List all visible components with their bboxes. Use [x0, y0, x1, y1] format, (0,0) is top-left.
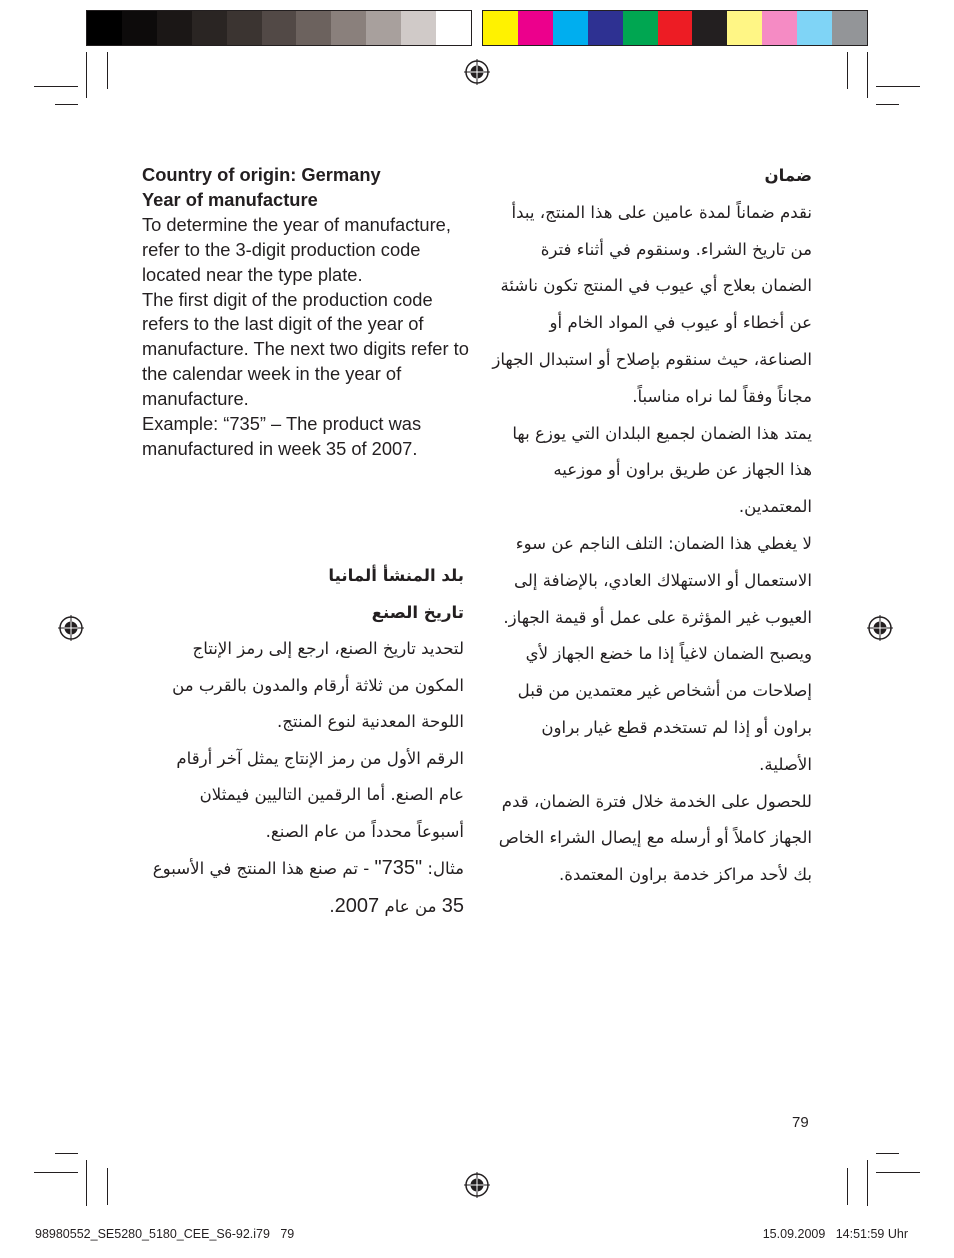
footer-file-info: 98980552_SE5280_5180_CEE_S6-92.i79 79	[35, 1227, 295, 1241]
crop-mark	[876, 86, 920, 87]
calibration-swatch	[227, 11, 262, 45]
country-of-origin: Country of origin: Germany	[142, 164, 381, 185]
calibration-swatch	[762, 11, 797, 45]
calibration-swatch	[483, 11, 518, 45]
arabic-paragraph: لا يغطي هذا الضمان: التلف الناجم عن سوء الاستعمال أو الاستهلاك العادي، بالإضافة إلى العيوب غير المؤثرة على عمل أو قيمة الجهاز. ويصبح الضمان لاغياً إذا ما خضع الجهاز لأي إصلاحات من أشخاص غير معتمدين من قبل براون أو إذا لم تستخدم قطع غيار براون الأصلية.	[503, 533, 812, 774]
calibration-swatch	[727, 11, 762, 45]
crop-mark	[86, 52, 87, 98]
example-code: "735"	[374, 857, 423, 879]
registration-mark-icon	[867, 615, 893, 641]
example-week: 35	[441, 894, 464, 917]
registration-mark-icon	[464, 1172, 490, 1198]
crop-mark	[55, 104, 78, 105]
example-year: 2007	[334, 894, 380, 917]
arabic-paragraph: نقدم ضماناً لمدة عامين على هذا المنتج، يبدأ من تاريخ الشراء. وسنقوم في أثناء فترة الضمان بعلاج أي عيوب في المنتج تكون ناشئة عن أخطاء أو عيوب في المواد الخام أو الصناعة، حيث سنقوم بإصلاح أو استبدال الجهاز مجاناً وفقاً لما نراه مناسباً.	[492, 202, 812, 406]
calibration-swatch	[122, 11, 157, 45]
arabic-year-heading: تاريخ الصنع	[371, 602, 464, 622]
crop-mark	[34, 1172, 78, 1173]
crop-mark	[847, 1168, 848, 1205]
crop-mark	[86, 1160, 87, 1206]
page-number: 79	[792, 1114, 809, 1131]
crop-mark	[867, 1160, 868, 1206]
english-paragraph: Example: “735” – The product was manufactured in week 35 of 2007.	[142, 413, 422, 459]
calibration-swatch	[87, 11, 122, 45]
calibration-swatch	[692, 11, 727, 45]
english-paragraph: The first digit of the production code refers to the last digit of the year of manufacture. The next two digits refer to the calendar week in the year of manufacture.	[142, 288, 469, 410]
calibration-swatch	[658, 11, 693, 45]
calibration-swatch	[518, 11, 553, 45]
calibration-swatch	[157, 11, 192, 45]
warranty-heading: ضمان	[764, 166, 812, 185]
calibration-swatch	[296, 11, 331, 45]
calibration-swatch	[331, 11, 366, 45]
calibration-swatch	[262, 11, 297, 45]
year-of-manufacture-heading: Year of manufacture	[142, 188, 318, 210]
grayscale-calibration-bar	[86, 10, 472, 46]
arabic-paragraph: للحصول على الخدمة خلال فترة الضمان، قدم الجهاز كاملاً أو أرسله مع إيصال الشراء الخاص بك لأحد مراكز خدمة براون المعتمدة.	[498, 791, 812, 885]
calibration-swatch	[588, 11, 623, 45]
english-origin-section	[142, 163, 472, 462]
crop-mark	[867, 52, 868, 98]
english-paragraph: To determine the year of manufacture, refer to the 3-digit production code located near the type plate.	[142, 213, 451, 285]
crop-mark	[876, 1153, 899, 1154]
calibration-swatch	[797, 11, 832, 45]
calibration-swatch	[192, 11, 227, 45]
arabic-example: مثال: "735" - تم صنع هذا المنتج في الأسبوع 35 من عام 2007.	[152, 857, 464, 917]
arabic-paragraph: لتحديد تاريخ الصنع، ارجع إلى رمز الإنتاج المكون من ثلاثة أرقام والمدون بالقرب من اللوحة المعدنية لنوع المنتج.	[172, 639, 464, 731]
arabic-country-of-origin: بلد المنشأ ألمانيا	[328, 566, 464, 585]
calibration-swatch	[366, 11, 401, 45]
calibration-swatch	[553, 11, 588, 45]
crop-mark	[107, 52, 108, 89]
registration-mark-icon	[58, 615, 84, 641]
color-calibration-bar	[482, 10, 868, 46]
arabic-origin-section	[148, 558, 464, 925]
crop-mark	[107, 1168, 108, 1205]
crop-mark	[876, 104, 899, 105]
calibration-swatch	[436, 11, 471, 45]
calibration-swatch	[832, 11, 867, 45]
arabic-paragraph: يمتد هذا الضمان لجميع البلدان التي يوزع بها هذا الجهاز عن طريق براون أو موزعيه المعتمدين.	[512, 423, 812, 517]
footer-timestamp: 15.09.2009 14:51:59 Uhr	[762, 1227, 908, 1241]
crop-mark	[847, 52, 848, 89]
arabic-paragraph: الرقم الأول من رمز الإنتاج يمثل آخر أرقام عام الصنع. أما الرقمين التاليين فيمثلان أسبوعاً محدداً من عام الصنع.	[176, 748, 464, 841]
arabic-warranty-section	[488, 158, 812, 894]
crop-mark	[876, 1172, 920, 1173]
calibration-swatch	[401, 11, 436, 45]
registration-mark-icon	[464, 59, 490, 85]
crop-mark	[55, 1153, 78, 1154]
calibration-swatch	[623, 11, 658, 45]
crop-mark	[34, 86, 78, 87]
